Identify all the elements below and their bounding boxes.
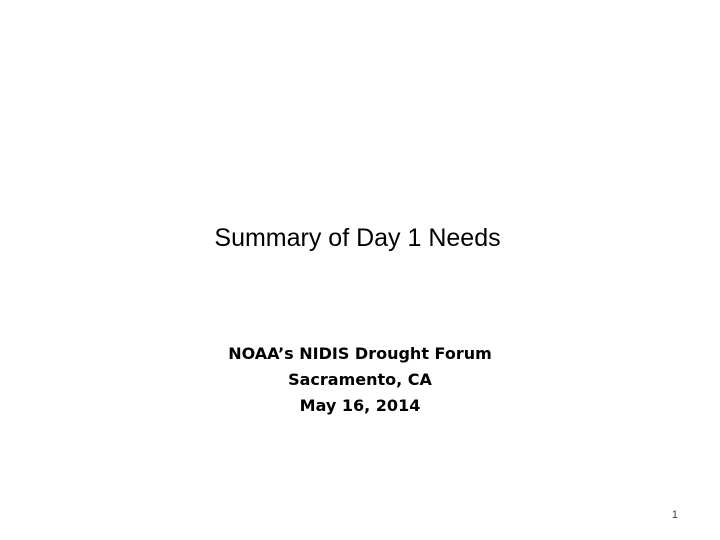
subtitle-line-date: May 16, 2014 bbox=[299, 396, 421, 415]
subtitle-line-event: NOAA’s NIDIS Drought Forum bbox=[228, 344, 492, 363]
subtitle-line-location: Sacramento, CA bbox=[288, 370, 432, 389]
page-number: 1 bbox=[671, 509, 678, 521]
slide-subtitle bbox=[0, 341, 720, 419]
slide-title: Summary of Day 1 Needs bbox=[214, 224, 501, 252]
